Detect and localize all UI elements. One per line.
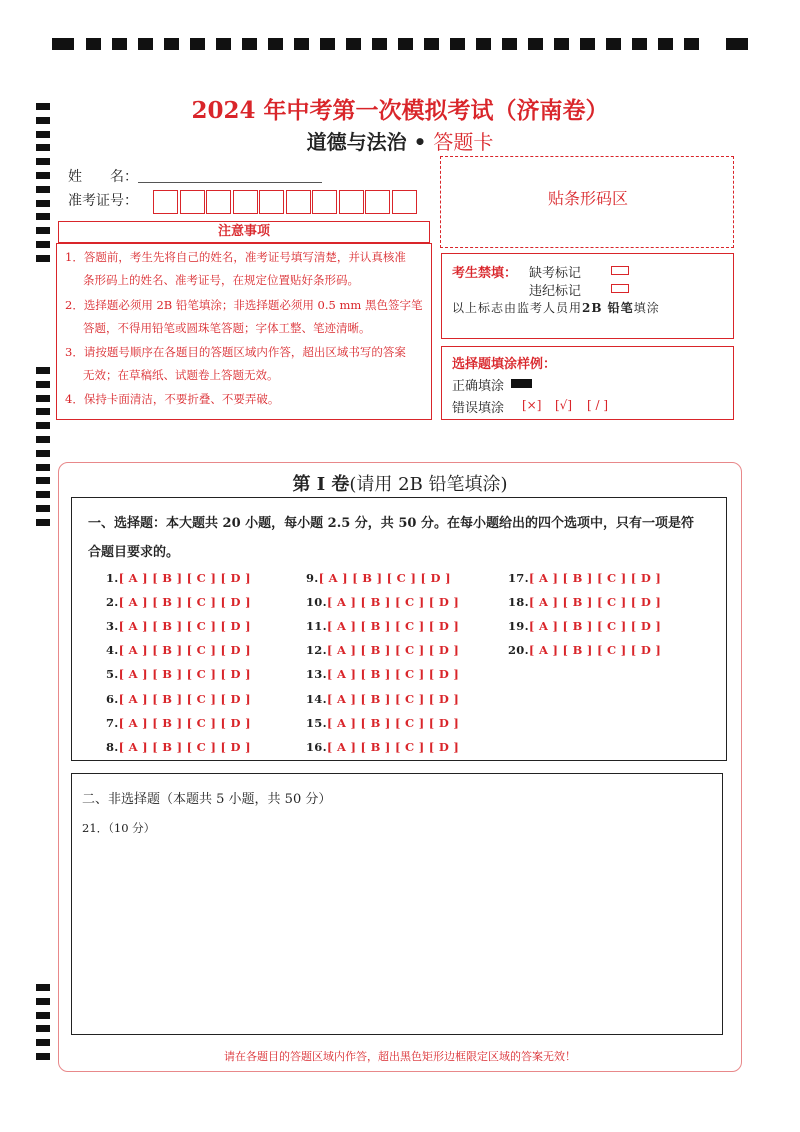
wrong-mark-slash: [ / ] — [587, 398, 609, 412]
answer-options[interactable]: [ A ] [ B ] [ C ] [ D ] — [326, 619, 460, 634]
id-label: 准考证号： — [68, 193, 138, 209]
timing-mark — [398, 38, 413, 50]
question-number: 7. — [106, 715, 119, 730]
timing-mark — [36, 1039, 50, 1046]
timing-mark — [36, 408, 50, 415]
timing-mark — [52, 38, 74, 50]
sample-title: 选择题填涂样例： — [452, 357, 557, 372]
mc-question-12[interactable] — [306, 643, 459, 657]
timing-mark — [36, 186, 50, 193]
question-number: 13. — [306, 667, 327, 682]
subject-name: 道德与法治 — [306, 130, 407, 154]
mc-instruction-2: 合题目要求的。 — [88, 545, 180, 560]
question-number: 19. — [508, 619, 529, 634]
timing-mark — [36, 1012, 50, 1019]
footer-warning: 请在各题目的答题区域内作答，超出黑色矩形边框限定区域的答案无效！ — [224, 1050, 576, 1063]
mc-question-14[interactable] — [306, 692, 459, 706]
timing-mark — [502, 38, 517, 50]
timing-mark — [242, 38, 257, 50]
exam-title: 2024 年中考第一次模拟考试（济南卷） — [191, 97, 609, 124]
timing-mark — [294, 38, 309, 50]
violation-label: 违纪标记 — [529, 284, 582, 299]
question-number: 2. — [106, 595, 119, 610]
part1-title: 第 I 卷(请用 2B 铅笔填涂) — [292, 474, 508, 495]
timing-mark — [36, 1025, 50, 1032]
forbidden-label: 考生禁填： — [452, 266, 518, 281]
question-number: 4. — [106, 643, 119, 658]
question-number: 6. — [106, 691, 119, 706]
timing-mark — [36, 395, 50, 402]
answer-options[interactable]: [ A ] [ B ] [ C ] [ D ] — [528, 643, 662, 658]
notice-line: 条形码上的姓名、准考证号，在规定位置贴好条形码。 — [83, 273, 359, 287]
timing-mark — [164, 38, 179, 50]
answer-options[interactable]: [ A ] [ B ] [ C ] [ D ] — [118, 667, 251, 682]
absent-label: 缺考标记 — [529, 266, 582, 281]
part2-title: 二、非选择题（本题共 5 小题，共 50 分） — [82, 792, 332, 807]
question-number: 15. — [306, 715, 327, 730]
timing-mark — [86, 38, 101, 50]
timing-mark — [36, 450, 50, 457]
notice-line: 3．请按题号顺序在各题目的答题区域内作答，超出区域书写的答案 — [65, 345, 406, 359]
timing-mark — [476, 38, 491, 50]
subtitle-dot: • — [413, 130, 427, 154]
timing-mark — [450, 38, 465, 50]
name-label: 姓 名： — [68, 169, 138, 185]
timing-mark — [320, 38, 335, 50]
question-number: 8. — [106, 739, 119, 754]
answer-options[interactable]: [ A ] [ B ] [ C ] [ D ] — [528, 571, 662, 585]
absent-checkbox[interactable] — [611, 266, 629, 275]
mc-question-11[interactable] — [306, 619, 459, 633]
answer-area-21[interactable] — [82, 840, 712, 1026]
timing-mark — [726, 38, 748, 50]
notice-box — [56, 243, 432, 420]
timing-mark — [36, 436, 50, 443]
id-digit-box[interactable] — [339, 190, 364, 214]
timing-mark — [528, 38, 543, 50]
question-number: 17. — [508, 571, 529, 585]
correct-label: 正确填涂 — [452, 379, 505, 394]
barcode-label: 贴条形码区 — [547, 189, 628, 208]
timing-mark — [190, 38, 205, 50]
timing-mark — [36, 255, 50, 262]
id-digit-box[interactable] — [180, 190, 205, 214]
timing-mark — [424, 38, 439, 50]
id-digit-box[interactable] — [153, 190, 178, 214]
timing-mark — [36, 519, 50, 526]
timing-mark — [138, 38, 153, 50]
notice-line: 1．答题前，考生先将自己的姓名，准考证号填写清楚，并认真核准 — [65, 250, 406, 264]
mc-question-20[interactable] — [508, 643, 661, 657]
question-number: 11. — [306, 619, 327, 634]
timing-mark — [36, 213, 50, 220]
timing-mark — [36, 200, 50, 207]
mc-question-7[interactable] — [106, 716, 251, 730]
timing-mark — [36, 172, 50, 179]
mc-question-3[interactable] — [106, 619, 251, 633]
mc-question-5[interactable] — [106, 667, 251, 681]
timing-mark — [632, 38, 647, 50]
id-digit-box[interactable] — [286, 190, 311, 214]
timing-mark — [658, 38, 673, 50]
timing-mark — [606, 38, 621, 50]
answer-options[interactable]: [ A ] [ B ] [ C ] [ D ] — [326, 691, 460, 706]
timing-mark — [580, 38, 595, 50]
answer-options[interactable]: [ A ] [ B ] [ C ] [ D ] — [118, 595, 251, 610]
notice-line: 4．保持卡面清洁，不要折叠、不要弄破。 — [65, 392, 280, 406]
wrong-mark-x: [×] — [522, 398, 542, 412]
answer-options[interactable]: [ A ] [ B ] [ C ] [ D ] — [326, 667, 460, 682]
timing-mark — [112, 38, 127, 50]
question-number: 3. — [106, 619, 119, 634]
answer-options[interactable]: [ A ] [ B ] [ C ] [ D ] — [528, 595, 662, 610]
timing-mark — [554, 38, 569, 50]
answer-options[interactable]: [ A ] [ B ] [ C ] [ D ] — [118, 715, 251, 730]
mc-question-19[interactable] — [508, 619, 661, 633]
mc-question-13[interactable] — [306, 667, 459, 681]
notice-line: 答题，不得用铅笔或圆珠笔答题；字体工整、笔迹清晰。 — [83, 321, 371, 335]
answer-options[interactable]: [ A ] [ B ] [ C ] [ D ] — [326, 715, 460, 730]
question-21: 21．（10 分） — [82, 821, 156, 835]
id-digit-box[interactable] — [233, 190, 258, 214]
question-number: 1. — [106, 571, 119, 585]
id-digit-box[interactable] — [206, 190, 231, 214]
mc-question-2[interactable] — [106, 595, 251, 609]
mc-question-10[interactable] — [306, 595, 459, 609]
notice-line: 无效；在草稿纸、试题卷上答题无效。 — [83, 368, 279, 382]
timing-mark — [36, 227, 50, 234]
wrong-mark-check: [√] — [555, 398, 573, 412]
answer-options[interactable]: [ A ] [ B ] [ C ] [ D ] — [118, 691, 251, 706]
notice-title: 注意事项 — [58, 221, 430, 243]
id-digit-box[interactable] — [312, 190, 337, 214]
exam-subtitle — [0, 126, 800, 155]
timing-mark — [684, 38, 699, 50]
timing-mark — [372, 38, 387, 50]
answer-sheet-label: 答题卡 — [433, 130, 494, 154]
answer-options[interactable]: [ A ] [ B ] [ C ] [ D ] — [318, 571, 451, 585]
mc-question-17[interactable] — [508, 571, 661, 585]
question-number: 5. — [106, 667, 119, 682]
timing-mark — [36, 158, 50, 165]
answer-options[interactable]: [ A ] [ B ] [ C ] [ D ] — [528, 619, 662, 634]
answer-options[interactable]: [ A ] [ B ] [ C ] [ D ] — [326, 739, 460, 754]
question-number: 10. — [306, 595, 327, 610]
timing-mark — [268, 38, 283, 50]
mc-question-1[interactable] — [106, 571, 251, 585]
timing-mark — [346, 38, 361, 50]
mc-question-18[interactable] — [508, 595, 661, 609]
timing-mark — [36, 984, 50, 991]
violation-checkbox[interactable] — [611, 284, 629, 293]
notice-line: 2．选择题必须用 2B 铅笔填涂；非选择题必须用 0.5 mm 黑色签字笔 — [65, 298, 423, 312]
answer-options[interactable]: [ A ] [ B ] [ C ] [ D ] — [326, 595, 460, 610]
mc-question-9[interactable] — [306, 571, 451, 585]
answer-options[interactable]: [ A ] [ B ] [ C ] [ D ] — [326, 643, 460, 658]
timing-mark — [36, 241, 50, 248]
answer-options[interactable]: [ A ] [ B ] [ C ] [ D ] — [118, 571, 251, 585]
timing-mark — [36, 998, 50, 1005]
question-number: 9. — [306, 571, 319, 585]
mc-question-8[interactable] — [106, 740, 251, 754]
answer-options[interactable]: [ A ] [ B ] [ C ] [ D ] — [118, 619, 251, 634]
question-number: 18. — [508, 595, 529, 610]
timing-mark — [36, 367, 50, 374]
id-digit-box[interactable] — [259, 190, 284, 214]
name-field[interactable] — [138, 182, 322, 183]
id-digit-box[interactable] — [392, 190, 417, 214]
question-number: 20. — [508, 643, 529, 658]
question-number: 16. — [306, 739, 327, 754]
timing-mark — [36, 505, 50, 512]
question-number: 14. — [306, 691, 327, 706]
wrong-label: 错误填涂 — [452, 401, 505, 416]
forbidden-note: 以上标志由监考人员用2B 铅笔填涂 — [452, 301, 660, 315]
answer-options[interactable]: [ A ] [ B ] [ C ] [ D ] — [118, 739, 251, 754]
filled-mark-icon — [511, 379, 532, 388]
mc-question-16[interactable] — [306, 740, 459, 754]
timing-mark — [36, 381, 50, 388]
question-number: 12. — [306, 643, 327, 658]
mc-question-15[interactable] — [306, 716, 459, 730]
mc-question-6[interactable] — [106, 692, 251, 706]
mc-question-4[interactable] — [106, 643, 251, 657]
id-digit-box[interactable] — [365, 190, 390, 214]
timing-mark — [36, 422, 50, 429]
timing-mark — [216, 38, 231, 50]
answer-options[interactable]: [ A ] [ B ] [ C ] [ D ] — [118, 643, 251, 658]
mc-instruction: 一、选择题：本大题共 20 小题，每小题 2.5 分，共 50 分。在每小题给出的四个选项中，只有一项是符 — [88, 516, 694, 531]
